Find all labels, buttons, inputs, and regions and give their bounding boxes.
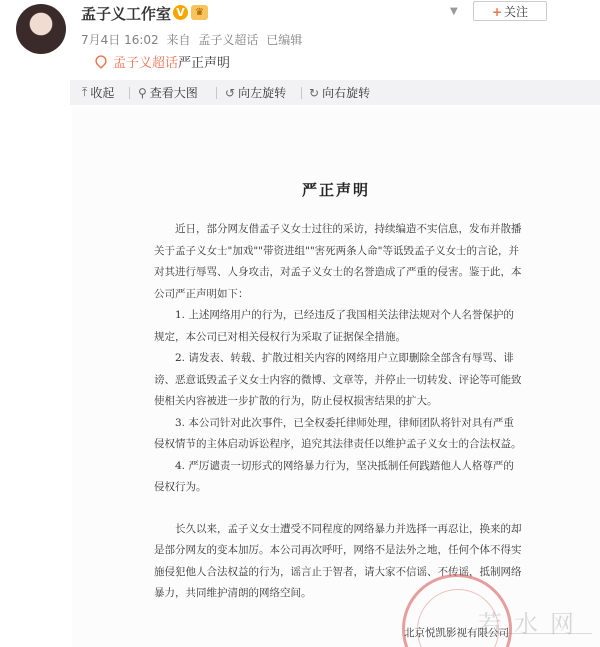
document-body xyxy=(154,219,524,605)
signature: 北京悦凯影视有限公司 xyxy=(404,627,509,639)
rotate-left-label: 向左旋转 xyxy=(238,86,287,100)
magnifier-icon: ⚲ xyxy=(138,85,147,100)
watermark-underline xyxy=(482,633,592,634)
follow-button[interactable] xyxy=(473,1,547,21)
topic-icon xyxy=(93,53,109,69)
rotate-left-button[interactable] xyxy=(225,84,286,101)
post-text xyxy=(93,52,230,71)
arrow-up-icon: ⤒ xyxy=(82,85,88,99)
divider xyxy=(129,87,130,99)
verified-icon: V xyxy=(173,5,188,20)
post-time[interactable]: 7月4日 16:02 xyxy=(81,33,159,47)
rotate-right-icon: ↻ xyxy=(309,85,320,100)
collapse-label: 收起 xyxy=(90,86,115,100)
follow-label: 关注 xyxy=(504,5,529,19)
avatar[interactable] xyxy=(16,4,66,54)
statement-image[interactable] xyxy=(72,107,600,647)
topic-text: 严正声明 xyxy=(178,56,231,71)
rotate-left-icon: ↺ xyxy=(225,85,236,100)
edited-label[interactable]: 已编辑 xyxy=(266,33,303,47)
divider xyxy=(216,87,217,99)
collapse-button[interactable] xyxy=(82,84,114,101)
topic-link[interactable]: 孟子义超话 xyxy=(113,56,179,71)
paragraph-item-1: 1. 上述网络用户的行为，已经违反了我国相关法律法规对个人名誉保护的规定，本公司已对相关侵权行为采取了证据保全措施。 xyxy=(154,309,514,343)
source-prefix: 来自 xyxy=(166,33,191,47)
paragraph-item-4: 4. 严厉谴责一切形式的网络暴力行为，坚决抵制任何践踏他人人格尊严的侵权行为。 xyxy=(154,459,514,493)
view-large-label: 查看大图 xyxy=(149,86,198,100)
divider xyxy=(301,87,302,99)
paragraph-closing: 长久以来，孟子义女士遭受不同程度的网络暴力并选择一再忍让，换来的却是部分网友的变本加厉。本公司再次呼吁，网络不是法外之地，任何个体不得实施侵犯他人合法权益的行为，谣言止于智者，请大家不信谣、不传谣，抵制网络暴力，共同维护清朗的网络空间。 xyxy=(154,522,522,599)
crown-icon: ♛ xyxy=(191,5,208,20)
post-header xyxy=(0,0,600,80)
paragraph-item-2: 2. 请发表、转载、扩散过相关内容的网络用户立即删除全部含有辱骂、诽谤、恶意诋毁孟子义女士内容的微博、文章等，并停止一切转发、评论等可能致使相关内容被进一步扩散的行为，防止侵权损害结果的扩大。 xyxy=(154,352,522,407)
document-title: 严正声明 xyxy=(301,181,370,199)
image-toolbar xyxy=(70,80,600,105)
username-link[interactable]: 孟子义工作室 xyxy=(81,5,172,23)
paragraph-intro: 近日，部分网友借孟子义女士过往的采访，持续编造不实信息，发布并散播关于孟子义女士"加戏""带资进组""害死两条人命"等诋毁孟子义女士的言论，并对其进行辱骂、人身攻击，对孟子义女士的名誉造成了严重的侵害。鉴于此，本公司严正声明如下： xyxy=(154,223,522,300)
rotate-right-button[interactable] xyxy=(309,84,370,101)
post-meta xyxy=(81,31,306,48)
rotate-right-label: 向右旋转 xyxy=(322,86,371,100)
watermark: 若水网 xyxy=(478,610,586,638)
plus-icon: + xyxy=(491,5,503,19)
view-large-button[interactable] xyxy=(138,84,198,101)
source-link[interactable]: 孟子义超话 xyxy=(198,33,259,47)
paragraph-item-3: 3. 本公司针对此次事件，已全权委托律师处理，律师团队将针对具有严重侵权情节的主体启动诉讼程序，追究其法律责任以维护孟子义女士的合法权益。 xyxy=(154,416,522,450)
chevron-down-icon[interactable]: ▼ xyxy=(450,6,458,17)
